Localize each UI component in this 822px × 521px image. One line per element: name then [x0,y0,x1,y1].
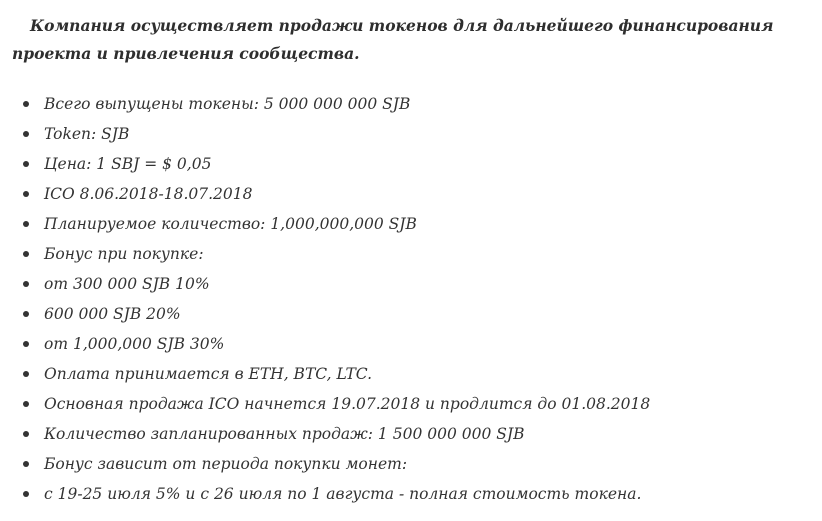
token-info-list [0,89,650,509]
list-item-total-tokens [0,89,650,119]
list-item-text: Бонус зависит от периода покупки монет: [44,455,408,473]
list-item-planned-sales [0,419,650,449]
list-item-text: с 19-25 июля 5% и с 26 июля по 1 августа - полная стоимость токена. [44,485,642,503]
bullet-icon [23,401,29,407]
bullet-icon [23,491,29,497]
bullet-icon [23,191,29,197]
list-item-ico-dates [0,179,650,209]
bullet-icon [23,131,29,137]
list-item-text: 600 000 SJB 20% [44,305,181,323]
bullet-icon [23,371,29,377]
list-item-text: Количество запланированных продаж: 1 500 000 000 SJB [44,425,525,443]
list-item-text: от 300 000 SJB 10% [44,275,210,293]
list-item-text: ICO 8.06.2018-18.07.2018 [44,185,253,203]
bullet-icon [23,281,29,287]
bullet-icon [23,431,29,437]
bullet-icon [23,341,29,347]
list-item-text: от 1,000,000 SJB 30% [44,335,225,353]
bullet-icon [23,251,29,257]
list-item-bonus-period [0,449,650,479]
list-item-text: Всего выпущены токены: 5 000 000 000 SJB [44,95,411,113]
list-item-text: Цена: 1 SBJ = $ 0,05 [44,155,212,173]
bullet-icon [23,311,29,317]
list-item-bonus-dates [0,479,650,509]
list-item-text: Оплата принимается в ETH, BTC, LTC. [44,365,373,383]
list-item-text: Token: SJB [44,125,130,143]
list-item-text: Основная продажа ICO начнется 19.07.2018 и продлится до 01.08.2018 [44,395,651,413]
list-item-payment [0,359,650,389]
list-item-bonus-tier-2 [0,299,650,329]
list-item-text: Бонус при покупке: [44,245,204,263]
bullet-icon [23,461,29,467]
list-item-token [0,119,650,149]
list-item-main-sale [0,389,650,419]
list-item-price [0,149,650,179]
list-item-bonus-tier-3 [0,329,650,359]
bullet-icon [23,221,29,227]
list-item-planned-amount [0,209,650,239]
list-item-text: Планируемое количество: 1,000,000,000 SJB [44,215,417,233]
bullet-icon [23,101,29,107]
list-item-bonus-heading [0,239,650,269]
intro-paragraph: Компания осуществляет продажи токенов для дальнейшего финансирования проекта и привлечения сообщества. [12,16,774,63]
bullet-icon [23,161,29,167]
list-item-bonus-tier-1 [0,269,650,299]
